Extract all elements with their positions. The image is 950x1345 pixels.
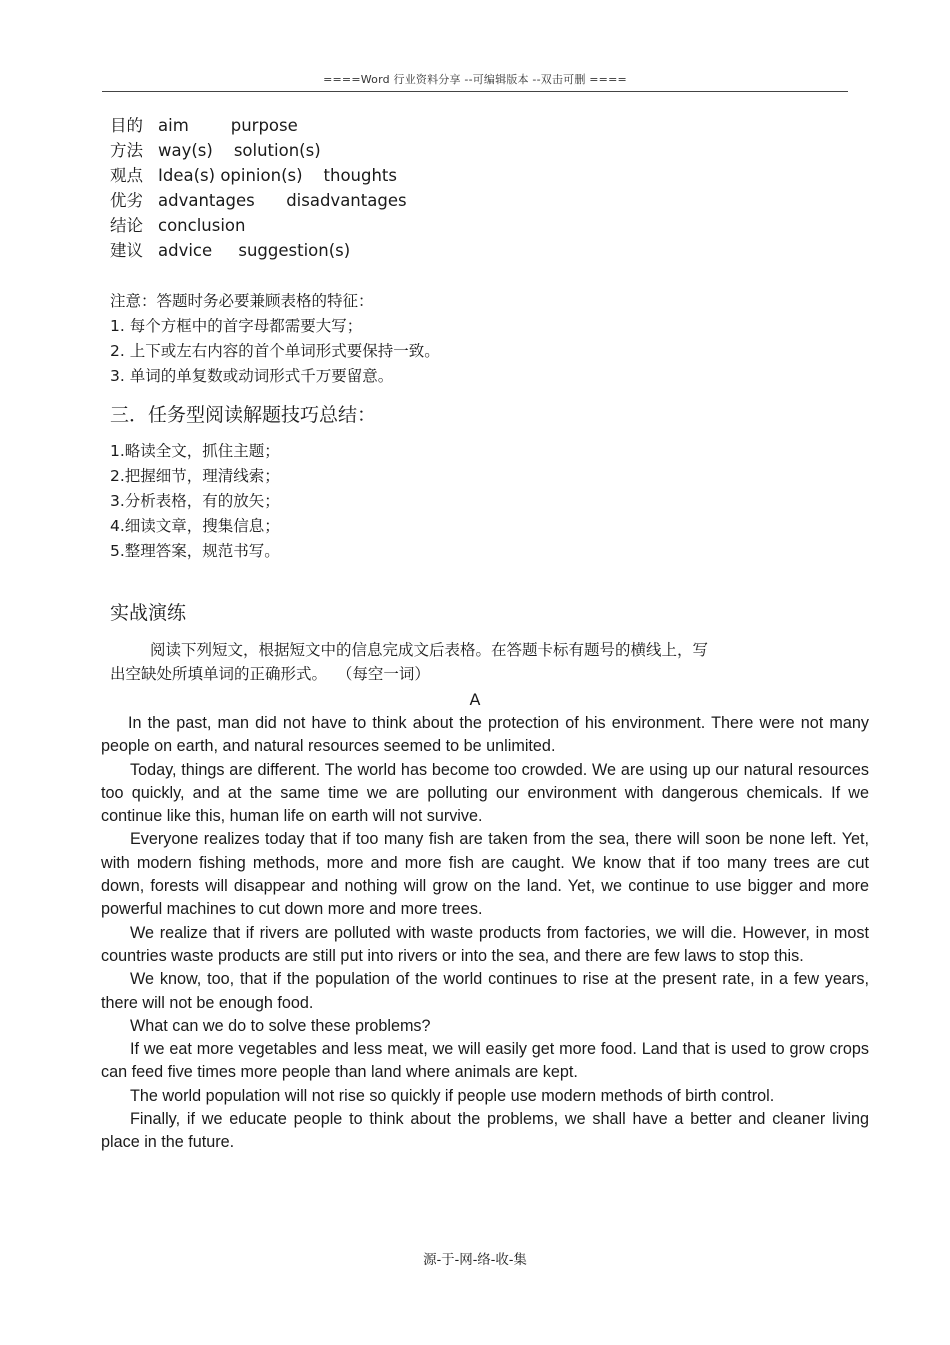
vocab-list (110, 115, 407, 265)
vocab-row (110, 240, 407, 265)
passage-body (101, 712, 869, 1155)
vocab-chinese: 方法 (110, 141, 143, 160)
vocab-chinese: 观点 (110, 166, 143, 185)
passage-paragraph: If we eat more vegetables and less meat, we will easily get more food. Land that is used to grow crops can feed five times more people than land where animals are kept. (101, 1040, 869, 1082)
practice-heading: 实战演练 (110, 602, 187, 624)
vocab-english: conclusion (158, 216, 246, 235)
notes-item: 2. 上下或左右内容的首个单词形式要保持一致。 (110, 342, 440, 360)
instruction-line-2: 出空缺处所填单词的正确形式。 （每空一词） (110, 665, 430, 683)
passage-paragraph: The world population will not rise so quickly if people use modern methods of birth control. (130, 1086, 775, 1105)
vocab-english: advantages disadvantages (158, 191, 407, 210)
notes-block (110, 290, 440, 390)
header-divider (102, 91, 848, 92)
section-3-heading: 三．任务型阅读解题技巧总结： (110, 404, 377, 426)
vocab-chinese: 结论 (110, 216, 143, 235)
passage-paragraph: Today, things are different. The world has become too crowded. We are using up our natural resources too quickly, and at the same time we are polluting our environment with dangerous chemicals. If we continue like this, human life on earth will not survive. (101, 760, 869, 826)
notes-item: 3. 单词的单复数或动词形式千万要留意。 (110, 367, 394, 385)
passage-paragraph: Everyone realizes today that if too many fish are taken from the sea, there will soon be none left. Yet, with modern fishing methods, more and more fish are caught. We know that if too many trees are cut down, forests will disappear and nothing will grow on the land. Yet, we continue to use bigger and more powerful machines to cut down more and more trees. (101, 830, 869, 919)
vocab-row (110, 115, 407, 140)
vocab-row (110, 190, 407, 215)
passage-paragraph: We realize that if rivers are polluted with waste products from factories, we will die. However, in most countries waste products are still put into rivers or into the sea, and there are few laws to stop this. (101, 923, 869, 965)
instruction-line-1: 阅读下列短文，根据短文中的信息完成文后表格。在答题卡标有题号的横线上，写 (150, 641, 709, 659)
passage-paragraph: We know, too, that if the population of the world continues to rise at the present rate, in a few years, there will not be enough food. (101, 970, 869, 1012)
vocab-row (110, 165, 407, 190)
page-header: ====Word 行业资料分享 --可编辑版本 --双击可删 ==== (323, 73, 627, 86)
tip-item: 5.整理答案，规范书写。 (110, 542, 280, 560)
tip-item: 3.分析表格，有的放矢； (110, 492, 280, 510)
vocab-row (110, 140, 407, 165)
vocab-chinese: 优劣 (110, 191, 143, 210)
notes-title: 注意：答题时务必要兼顾表格的特征： (110, 292, 374, 310)
tip-item: 1.略读全文，抓住主题； (110, 442, 280, 460)
tip-item: 4.细读文章，搜集信息； (110, 517, 280, 535)
passage-paragraph: Finally, if we educate people to think about the problems, we shall have a better and cleaner living place in the future. (101, 1110, 869, 1152)
notes-item: 1. 每个方框中的首字母都需要大写； (110, 317, 363, 335)
tip-item: 2.把握细节，理清线索； (110, 467, 280, 485)
vocab-chinese: 建议 (110, 241, 143, 260)
vocab-row (110, 215, 407, 240)
vocab-english: aim purpose (158, 116, 298, 135)
vocab-english: Idea(s) opinion(s) thoughts (158, 166, 397, 185)
page-footer: 源-于-网-络-收-集 (423, 1252, 527, 1268)
vocab-chinese: 目的 (110, 116, 143, 135)
passage-paragraph: In the past, man did not have to think about the protection of his environment. There were not many people on earth, and natural resources seemed to be unlimited. (101, 714, 869, 756)
passage-paragraph: What can we do to solve these problems? (130, 1016, 431, 1035)
passage-letter: A (469, 690, 481, 709)
tips-list (110, 440, 280, 565)
vocab-english: way(s) solution(s) (158, 141, 321, 160)
vocab-english: advice suggestion(s) (158, 241, 351, 260)
